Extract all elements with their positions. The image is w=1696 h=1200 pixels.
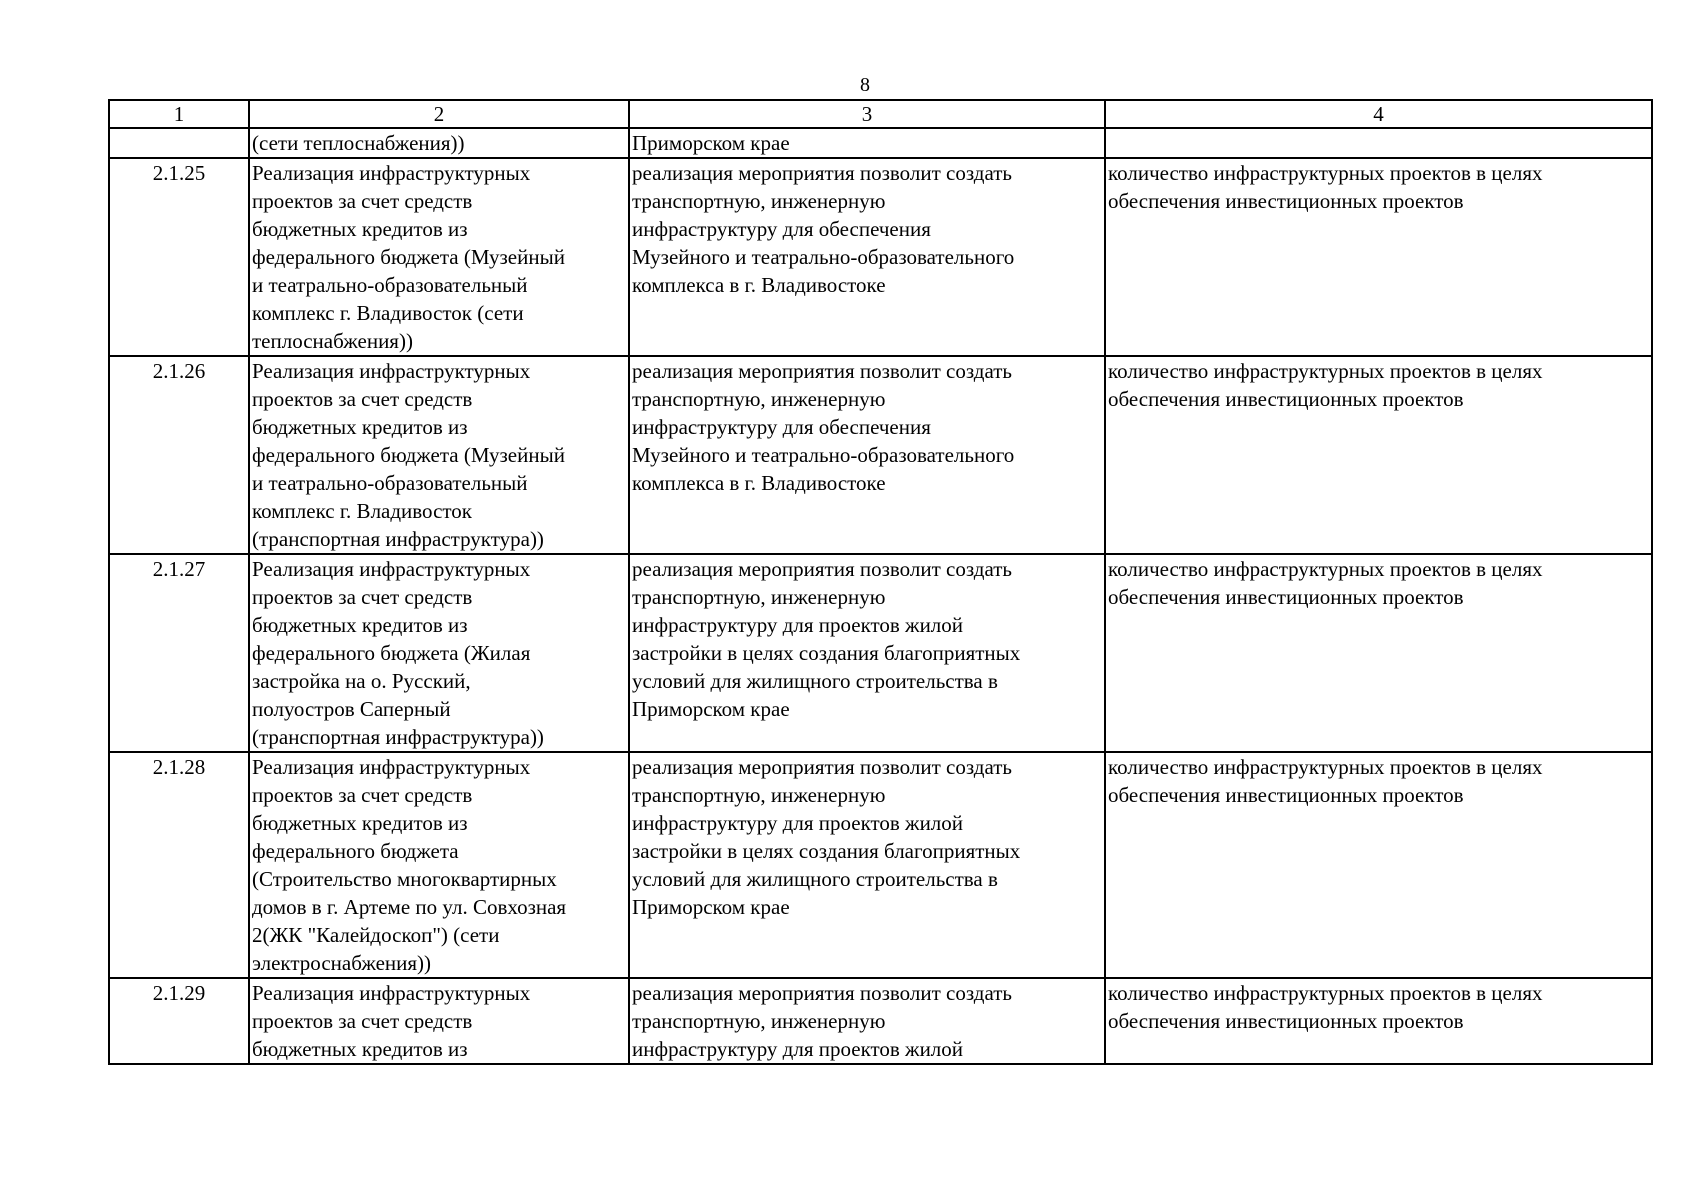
table-header-row	[109, 100, 1652, 128]
table-row	[109, 356, 1652, 554]
cell-indicator: количество инфраструктурных проектов в целях обеспечения инвестиционных проектов	[1105, 978, 1652, 1064]
column-header-3: 3	[629, 100, 1105, 128]
measures-table	[108, 99, 1653, 1065]
table-row	[109, 554, 1652, 752]
table-row	[109, 752, 1652, 978]
cell-number: 2.1.29	[109, 978, 249, 1064]
cell-expected-effect: реализация мероприятия позволит создать транспортную, инженерную инфраструктуру для обеспечения Музейного и театрально-образовательного комплекса в г. Владивостоке	[629, 356, 1105, 554]
cell-expected-effect: реализация мероприятия позволит создать транспортную, инженерную инфраструктуру для обеспечения Музейного и театрально-образовательного комплекса в г. Владивостоке	[629, 158, 1105, 356]
cell-indicator: количество инфраструктурных проектов в целях обеспечения инвестиционных проектов	[1105, 356, 1652, 554]
cell-number: 2.1.27	[109, 554, 249, 752]
cell-expected-effect: реализация мероприятия позволит создать транспортную, инженерную инфраструктуру для проектов жилой застройки в целях создания благоприятных условий для жилищного строительства в Приморском крае	[629, 554, 1105, 752]
cell-number: 2.1.26	[109, 356, 249, 554]
cell-indicator: количество инфраструктурных проектов в целях обеспечения инвестиционных проектов	[1105, 752, 1652, 978]
cell-number	[109, 128, 249, 158]
table-row	[109, 158, 1652, 356]
cell-expected-effect: реализация мероприятия позволит создать транспортную, инженерную инфраструктуру для проектов жилой застройки в целях создания благоприятных условий для жилищного строительства в Приморском крае	[629, 752, 1105, 978]
column-header-2: 2	[249, 100, 629, 128]
cell-indicator	[1105, 128, 1652, 158]
cell-measure-name: Реализация инфраструктурных проектов за счет средств бюджетных кредитов из федерального бюджета (Жилая застройка на о. Русский, полуостров Саперный (транспортная инфраструктура))	[249, 554, 629, 752]
cell-expected-effect: реализация мероприятия позволит создать транспортную, инженерную инфраструктуру для проектов жилой	[629, 978, 1105, 1064]
cell-expected-effect: Приморском крае	[629, 128, 1105, 158]
cell-measure-name: (сети теплоснабжения))	[249, 128, 629, 158]
cell-indicator: количество инфраструктурных проектов в целях обеспечения инвестиционных проектов	[1105, 554, 1652, 752]
cell-measure-name: Реализация инфраструктурных проектов за счет средств бюджетных кредитов из федерального бюджета (Музейный и театрально-образовательный комплекс г. Владивосток (сети теплоснабжения))	[249, 158, 629, 356]
cell-indicator: количество инфраструктурных проектов в целях обеспечения инвестиционных проектов	[1105, 158, 1652, 356]
cell-measure-name: Реализация инфраструктурных проектов за счет средств бюджетных кредитов из федерального бюджета (Музейный и театрально-образовательный комплекс г. Владивосток (транспортная инфраструктура))	[249, 356, 629, 554]
column-header-1: 1	[109, 100, 249, 128]
table-row	[109, 978, 1652, 1064]
cell-number: 2.1.25	[109, 158, 249, 356]
cell-measure-name: Реализация инфраструктурных проектов за счет средств бюджетных кредитов из	[249, 978, 629, 1064]
page-number: 8	[860, 74, 870, 96]
column-header-4: 4	[1105, 100, 1652, 128]
table-row-continuation	[109, 128, 1652, 158]
cell-number: 2.1.28	[109, 752, 249, 978]
cell-measure-name: Реализация инфраструктурных проектов за счет средств бюджетных кредитов из федерального бюджета (Строительство многоквартирных домов в г. Артеме по ул. Совхозная 2(ЖК "Калейдоскоп") (сети электроснабжения))	[249, 752, 629, 978]
